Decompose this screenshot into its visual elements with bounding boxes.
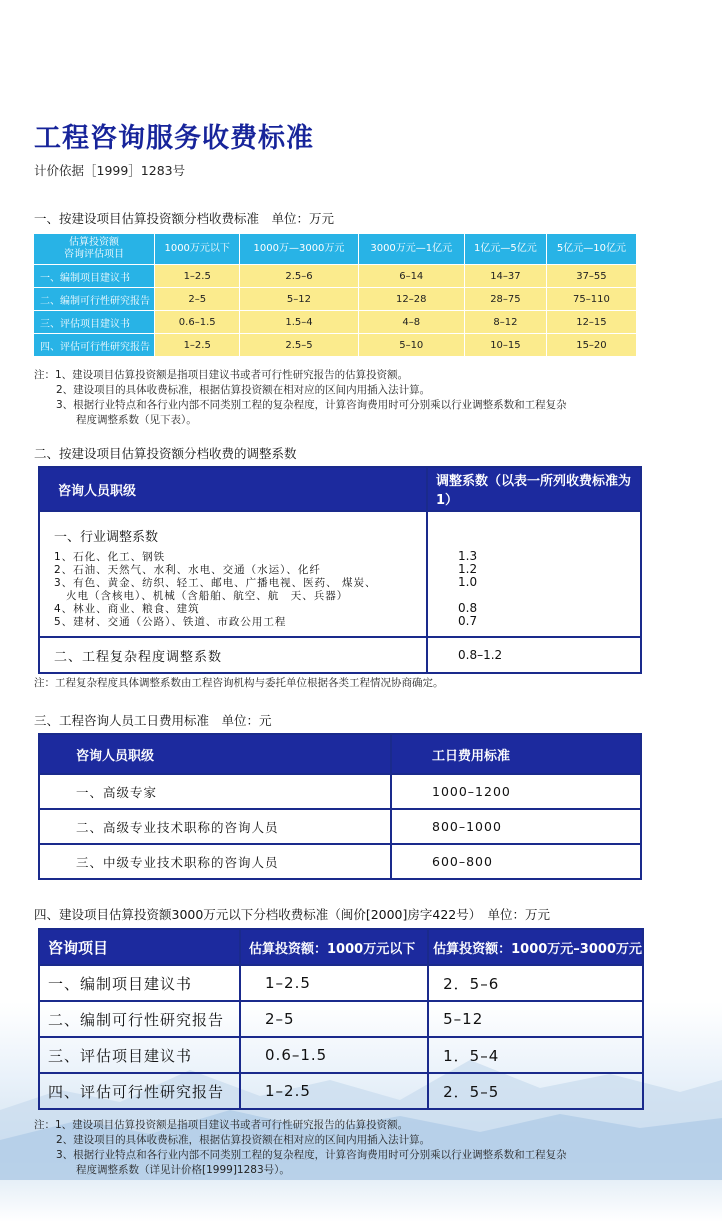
- table-cell: 1000–1200: [391, 774, 641, 809]
- table-cell: 600–800: [391, 844, 641, 879]
- table-header-row: [39, 467, 641, 511]
- column-header: 1亿元—5亿元: [464, 234, 546, 265]
- adjustment-coefficient-table: [38, 466, 642, 674]
- table-cell: 2．5–5: [428, 1073, 643, 1109]
- note-line: 程度调整系数（见下表）。: [76, 414, 197, 426]
- table-row: [34, 311, 637, 334]
- table-row: [39, 774, 641, 809]
- table-row: [39, 1001, 643, 1037]
- table-row: [34, 288, 637, 311]
- table-corner-cell: [34, 234, 155, 265]
- complexity-value: 0.8–1.2: [427, 637, 641, 673]
- table-cell: 5–12: [240, 288, 358, 311]
- list-item: 4、林业、商业、粮食、建筑: [54, 603, 200, 615]
- row-label: 二、编制可行性研究报告: [39, 1001, 240, 1037]
- column-header: 估算投资额：1000万元以下: [240, 929, 428, 965]
- note-line: 2、建设项目的具体收费标准，根据估算投资额在相对应的区间内用插入法计算。: [56, 1134, 431, 1146]
- column-header: 5亿元—10亿元: [546, 234, 636, 265]
- table-cell: 14–37: [464, 265, 546, 288]
- table-cell: 2.5–6: [240, 265, 358, 288]
- note-line: 2、建设项目的具体收费标准，根据估算投资额在相对应的区间内用插入法计算。: [56, 384, 431, 396]
- row-label: 二、编制可行性研究报告: [34, 288, 155, 311]
- table-cell: 1–2.5: [155, 265, 240, 288]
- column-header: 调整系数（以表一所列收费标准为1）: [427, 467, 641, 511]
- daily-fee-table: [38, 733, 642, 880]
- complexity-label: 二、工程复杂程度调整系数: [39, 637, 427, 673]
- table-cell: 1．5–4: [428, 1037, 643, 1073]
- row-label: 四、评估可行性研究报告: [34, 334, 155, 357]
- coefficient-value: 0.8: [458, 601, 478, 615]
- table-cell: 8–12: [464, 311, 546, 334]
- table-cell: 1–2.5: [240, 965, 428, 1001]
- row-label: 三、评估项目建议书: [39, 1037, 240, 1073]
- table-cell: 28–75: [464, 288, 546, 311]
- table-row: [39, 1037, 643, 1073]
- header-label-top: 估算投资额: [69, 237, 119, 248]
- table-cell: 37–55: [546, 265, 636, 288]
- header-label-bottom: 咨询评估项目: [64, 249, 124, 260]
- fee-standard-table: [33, 233, 637, 357]
- section4-heading: 四、建设项目估算投资额3000万元以下分档收费标准（闽价[2000]房字422号） 单位：万元: [34, 907, 550, 922]
- section1-heading: 一、按建设项目估算投资额分档收费标准 单位：万元: [34, 211, 335, 226]
- table-row: [39, 844, 641, 879]
- table-row: [39, 511, 641, 637]
- list-item: 5、建材、交通（公路）、铁道、市政公用工程: [54, 616, 287, 628]
- row-label: 三、评估项目建议书: [34, 311, 155, 334]
- table-cell: 15–20: [546, 334, 636, 357]
- table-header-row: [39, 929, 643, 965]
- column-header: 咨询项目: [39, 929, 240, 965]
- note-line: 3、根据行业特点和各行业内部不同类别工程的复杂程度，计算咨询费用时可分别乘以行业调整系数和工程复杂: [56, 399, 567, 411]
- column-header: 咨询人员职级: [39, 467, 427, 511]
- table-row: [34, 334, 637, 357]
- table-cell: 12–28: [358, 288, 464, 311]
- industry-heading: 一、行业调整系数: [54, 530, 159, 545]
- table-cell: 6–14: [358, 265, 464, 288]
- table-cell: 2–5: [155, 288, 240, 311]
- list-item: 1、石化、化工、钢铁: [54, 551, 166, 563]
- coefficient-value: [458, 589, 640, 602]
- section1-notes: [34, 368, 567, 428]
- column-header: 1000万元以下: [155, 234, 240, 265]
- coefficient-value: 1.3: [458, 549, 478, 563]
- coefficient-value: 0.7: [458, 614, 478, 628]
- section2-heading: 二、按建设项目估算投资额分档收费的调整系数: [34, 446, 297, 461]
- list-item: 3、有色、黄金、纺织、轻工、邮电、广播电视、医药、 煤炭、: [54, 577, 377, 589]
- list-item: 2、石油、天然气、水利、水电、交通（水运）、化纤: [54, 564, 321, 576]
- table-header-row: [34, 234, 637, 265]
- table-row: [39, 637, 641, 673]
- table-row: [39, 965, 643, 1001]
- column-header: 咨询人员职级: [39, 734, 391, 774]
- column-header: 1000万—3000万元: [240, 234, 358, 265]
- table-cell: 4–8: [358, 311, 464, 334]
- table-cell: 800–1000: [391, 809, 641, 844]
- table-row: [39, 1073, 643, 1109]
- table-cell: 2–5: [240, 1001, 428, 1037]
- table-cell: 1–2.5: [240, 1073, 428, 1109]
- page-title: 工程咨询服务收费标准: [34, 123, 314, 154]
- table-cell: 5–12: [428, 1001, 643, 1037]
- note-line: 3、根据行业特点和各行业内部不同类别工程的复杂程度，计算咨询费用时可分别乘以行业调整系数和工程复杂: [56, 1149, 567, 1161]
- table-cell: 12–15: [546, 311, 636, 334]
- section3-heading: 三、工程咨询人员工日费用标准 单位：元: [34, 713, 272, 728]
- industry-values-cell: [427, 511, 641, 637]
- table-cell: 2．5–6: [428, 965, 643, 1001]
- coefficient-value: 1.0: [458, 575, 478, 589]
- section4-notes: [34, 1118, 567, 1178]
- section2-note: 注：工程复杂程度具体调整系数由工程咨询机构与委托单位根据各类工程情况协商确定。: [34, 677, 444, 689]
- row-label: 一、编制项目建议书: [34, 265, 155, 288]
- table-cell: 10–15: [464, 334, 546, 357]
- note-line: 程度调整系数（详见计价格[1999]1283号）。: [76, 1164, 290, 1176]
- table-cell: 1.5–4: [240, 311, 358, 334]
- industry-cell: [39, 511, 427, 637]
- row-label: 三、中级专业技术职称的咨询人员: [39, 844, 391, 879]
- note-line: 注：1、建设项目估算投资额是指项目建议书或者可行性研究报告的估算投资额。: [34, 369, 409, 381]
- table-cell: 0.6–1.5: [240, 1037, 428, 1073]
- table-header-row: [39, 734, 641, 774]
- column-header: 3000万元—1亿元: [358, 234, 464, 265]
- pricing-basis: 计价依据［1999］1283号: [34, 163, 186, 178]
- column-header: 估算投资额：1000万元–3000万元: [428, 929, 643, 965]
- row-label: 四、评估可行性研究报告: [39, 1073, 240, 1109]
- note-line: 注：1、建设项目估算投资额是指项目建议书或者可行性研究报告的估算投资额。: [34, 1119, 409, 1131]
- table-cell: 2.5–5: [240, 334, 358, 357]
- row-label: 一、编制项目建议书: [39, 965, 240, 1001]
- table-cell: 0.6–1.5: [155, 311, 240, 334]
- row-label: 二、高级专业技术职称的咨询人员: [39, 809, 391, 844]
- table-cell: 5–10: [358, 334, 464, 357]
- column-header: 工日费用标准: [391, 734, 641, 774]
- coefficient-value: 1.2: [458, 562, 478, 576]
- table-row: [34, 265, 637, 288]
- table-row: [39, 809, 641, 844]
- row-label: 一、高级专家: [39, 774, 391, 809]
- table-cell: 1–2.5: [155, 334, 240, 357]
- small-project-fee-table: [38, 928, 644, 1110]
- table-cell: 75–110: [546, 288, 636, 311]
- list-item: 火电（含核电）、机械（含船舶、航空、航 天、兵器）: [66, 590, 349, 602]
